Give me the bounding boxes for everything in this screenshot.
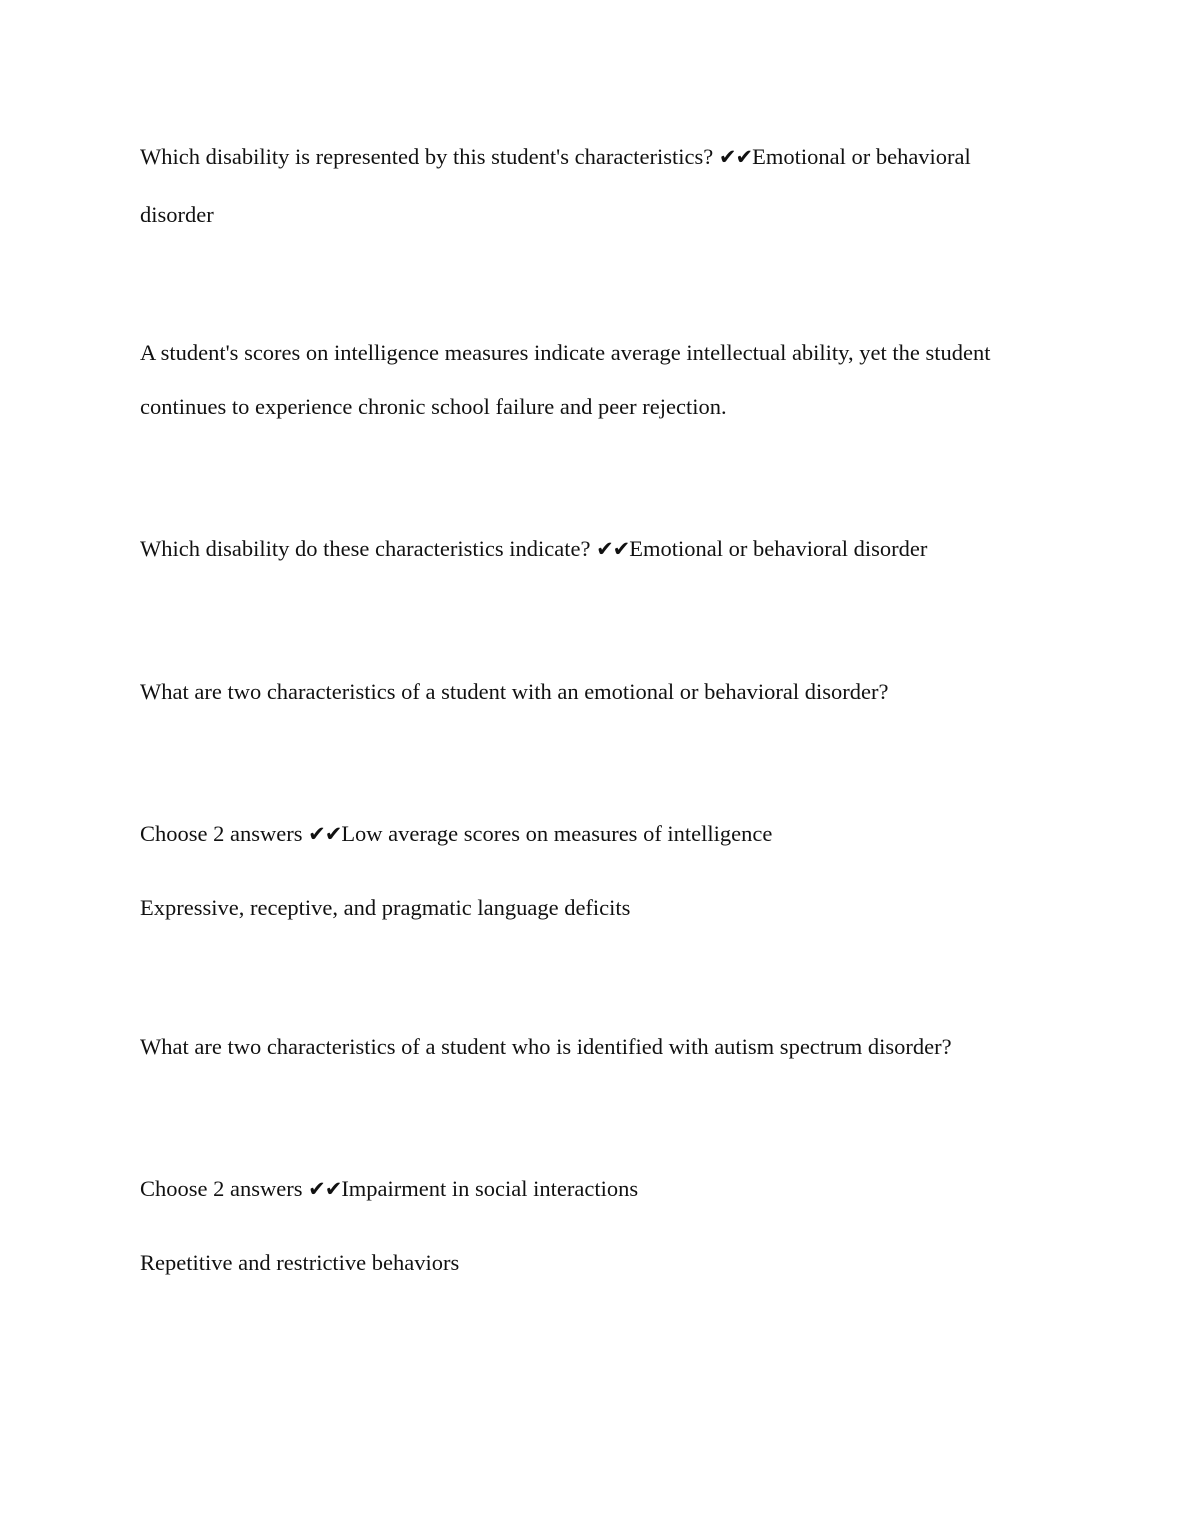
question-1-text: Which disability is represented by this student's characteristics? (140, 144, 719, 169)
scenario-line-2-text: continues to experience chronic school failure and peer rejection. (140, 394, 727, 419)
check-mark-icon: ✔✔ (596, 537, 630, 561)
answer-1-continuation-text: disorder (140, 202, 214, 227)
check-mark-icon: ✔✔ (308, 822, 342, 846)
question-1-line (140, 146, 971, 169)
check-mark-icon: ✔✔ (718, 145, 753, 169)
answer-1-continuation (140, 204, 214, 227)
question-2-text: Which disability do these characteristics indicate? (140, 536, 597, 561)
answer-2-text: Emotional or behavioral disorder (629, 536, 928, 561)
answer-4a-text: Impairment in social interactions (341, 1176, 639, 1201)
choose-2-text: Choose 2 answers (140, 1176, 309, 1201)
answer-3b-line (140, 897, 630, 920)
question-3-line (140, 681, 888, 704)
answer-3a-text: Low average scores on measures of intelligence (341, 821, 773, 846)
scenario-line-2 (140, 396, 727, 419)
choose-2-text: Choose 2 answers (140, 821, 309, 846)
question-3-text: What are two characteristics of a student with an emotional or behavioral disorder? (140, 679, 889, 704)
check-mark-icon: ✔✔ (308, 1177, 342, 1201)
answer-1-text: Emotional or behavioral (752, 144, 971, 169)
answer-4b-line (140, 1252, 459, 1275)
question-2-line (140, 538, 927, 561)
scenario-line-1-text: A student's scores on intelligence measures indicate average intellectual ability, yet the student (140, 340, 991, 365)
question-4-line (140, 1036, 952, 1059)
answer-4-line (140, 1178, 638, 1201)
scenario-line-1 (140, 342, 990, 365)
question-4-text: What are two characteristics of a student who is identified with autism spectrum disorder? (140, 1034, 952, 1059)
answer-3b-text: Expressive, receptive, and pragmatic language deficits (140, 895, 631, 920)
answer-4b-text: Repetitive and restrictive behaviors (140, 1250, 460, 1275)
answer-3-line (140, 823, 772, 846)
